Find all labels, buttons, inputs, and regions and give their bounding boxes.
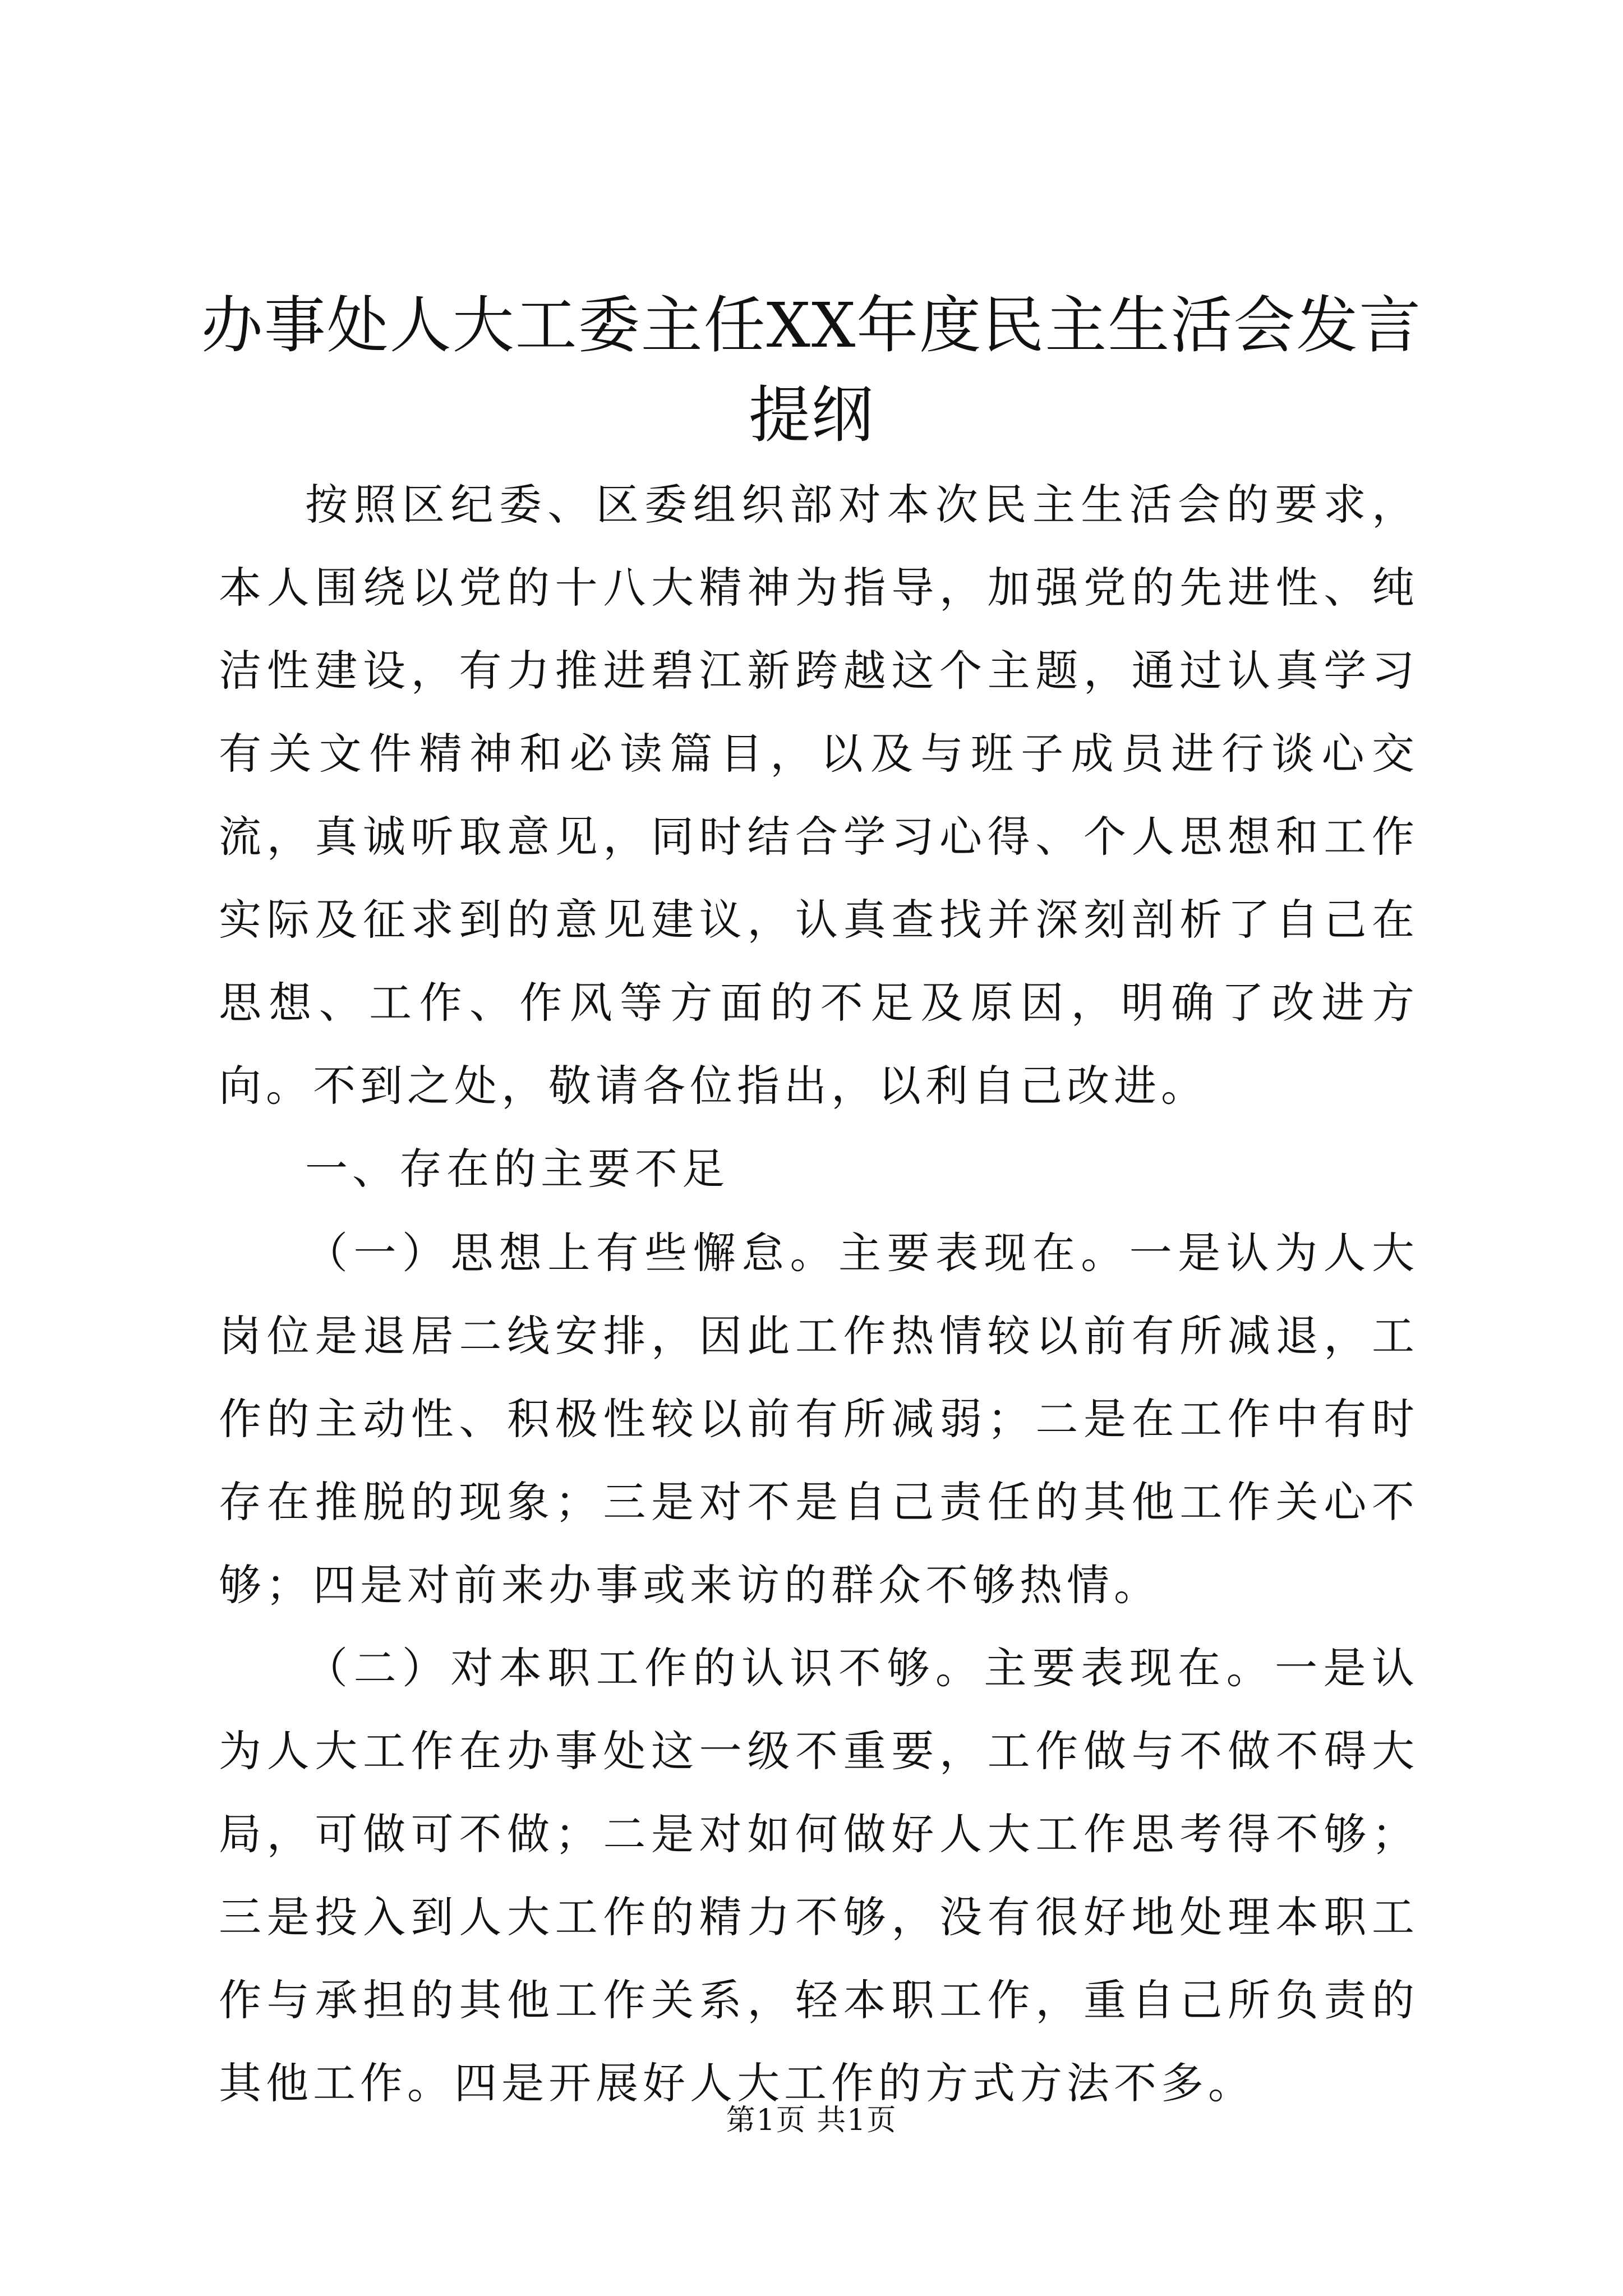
- page-footer: [0, 2101, 1623, 2140]
- title-line-2: 提纲: [749, 379, 874, 451]
- document-body: [219, 463, 1419, 2125]
- page-number: 第1页 共1页: [726, 2104, 897, 2137]
- section-heading: 一、存在的主要不足: [305, 1144, 729, 1194]
- item-1-paragraph: （一）思想上有些懈怠。主要表现在。一是认为人大岗位是退居二线安排，因此工作热情较以前有所减退，工作的主动性、积极性较以前有所减弱；二是在工作中有时存在推脱的现象；三是对不是自己责任的其他工作关心不够；四是对前来办事或来访的群众不够热情。: [219, 1228, 1419, 1610]
- title-line-1: 办事处人大工委主任XX年度民主生活会发言: [201, 289, 1422, 361]
- item-2-paragraph: （二）对本职工作的认识不够。主要表现在。一是认为人大工作在办事处这一级不重要，工作做与不做不碍大局，可做可不做；二是对如何做好人大工作思考得不够；三是投入到人大工作的精力不够，没有很好地处理本职工作与承担的其他工作关系，轻本职工作，重自己所负责的其他工作。四是开展好人大工作的方式方法不多。: [219, 1643, 1419, 2108]
- document-title: [168, 280, 1455, 460]
- intro-paragraph: 按照区纪委、区委组织部对本次民主生活会的要求，本人围绕以党的十八大精神为指导，加强党的先进性、纯洁性建设，有力推进碧江新跨越这个主题，通过认真学习有关文件精神和必读篇目，以及与班子成员进行谈心交流，真诚听取意见，同时结合学习心得、个人思想和工作实际及征求到的意见建议，认真查找并深刻剖析了自己在思想、工作、作风等方面的不足及原因，明确了改进方向。不到之处，敬请各位指出，以利自己改进。: [219, 480, 1419, 1111]
